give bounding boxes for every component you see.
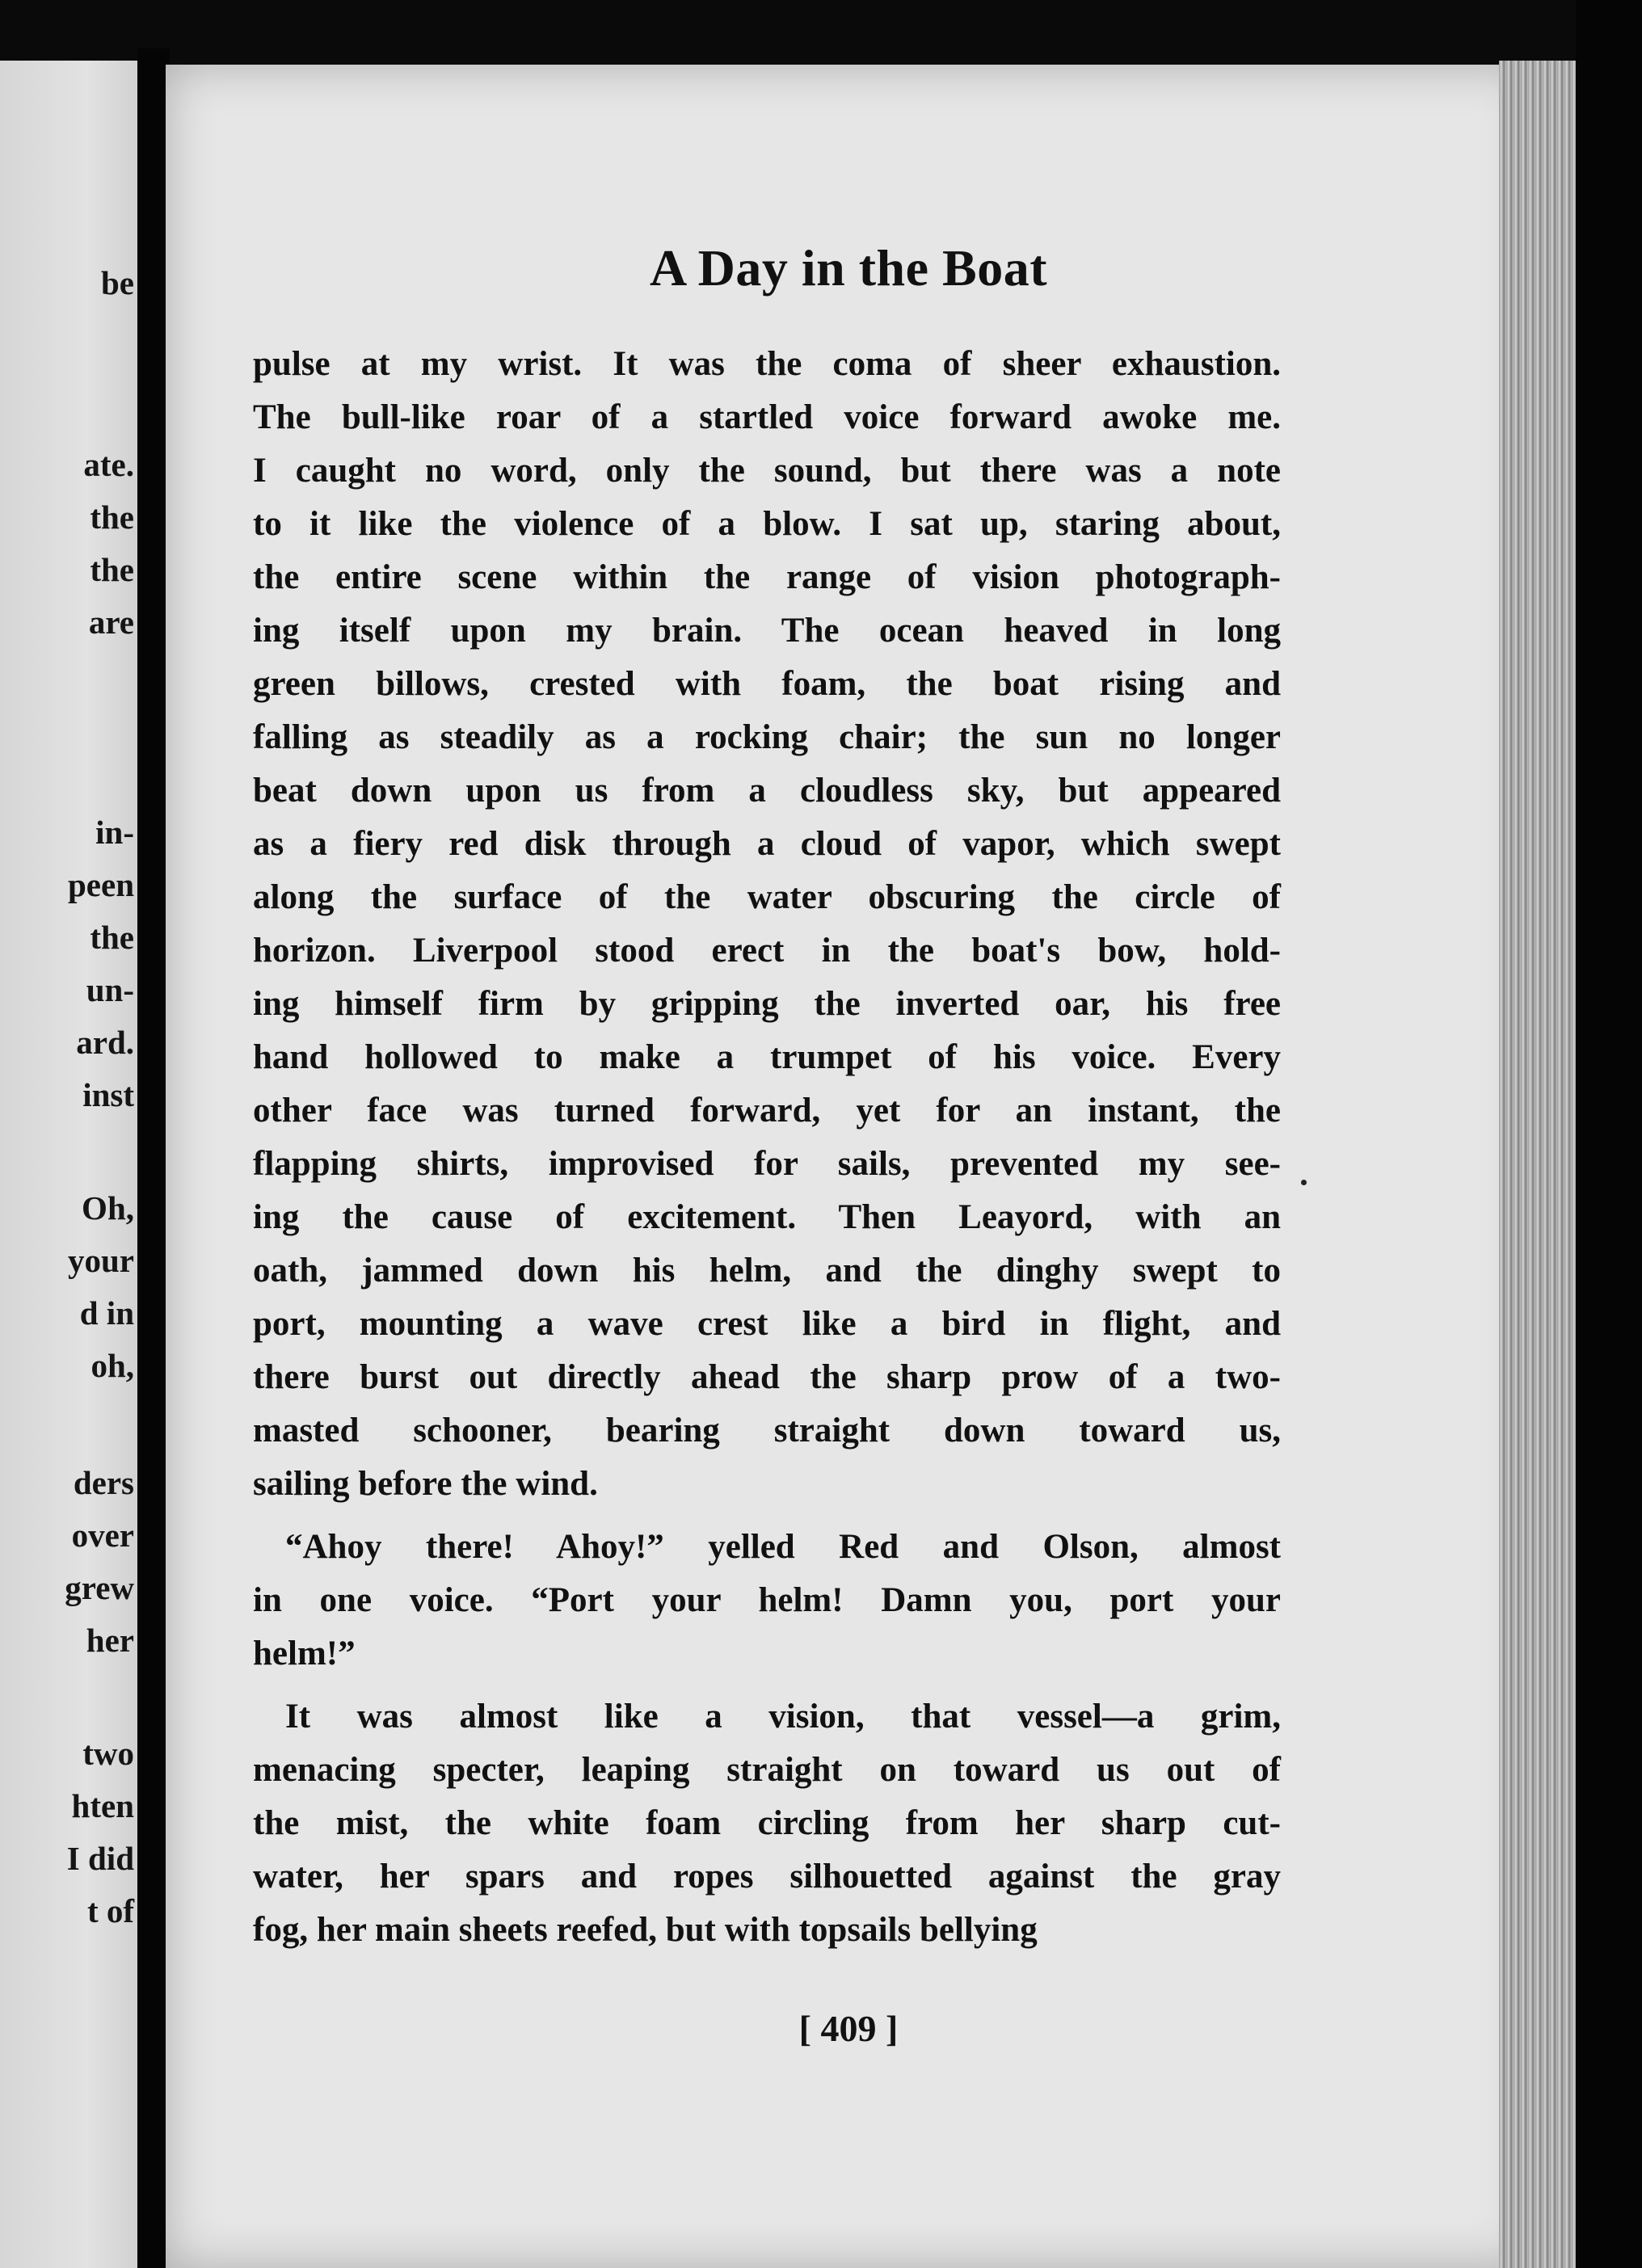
facing-page-line: are [88, 604, 134, 641]
text-line: helm!” [253, 1635, 356, 1673]
facing-page-line: be [101, 264, 134, 301]
text-line: water, her spars and ropes silhouetted against the gray [253, 1858, 1281, 1896]
text-line: along the surface of the water obscuring the circle of [253, 878, 1281, 916]
facing-page-line: Oh, [82, 1189, 134, 1227]
facing-page-line: her [86, 1622, 134, 1659]
text-line: ing itself upon my brain. The ocean heaved in long [253, 612, 1281, 650]
paragraph [253, 338, 1281, 1511]
text-line: sailing before the wind. [253, 1465, 598, 1503]
facing-page-left [0, 61, 145, 2268]
text-line: hand hollowed to make a trumpet of his voice. Every [253, 1038, 1281, 1076]
facing-page-line: ders [73, 1464, 134, 1501]
paragraph [253, 1521, 1281, 1681]
text-line: the mist, the white foam circling from her sharp cut- [253, 1804, 1281, 1842]
text-line: green billows, crested with foam, the boat rising and [253, 665, 1281, 703]
text-line: ing himself firm by gripping the inverted oar, his free [253, 985, 1281, 1023]
facing-page-line: t of [86, 1892, 134, 1929]
facing-page-line: I did [66, 1840, 134, 1877]
paragraph [253, 1690, 1281, 1957]
text-line: masted schooner, bearing straight down toward us, [253, 1412, 1281, 1450]
text-line: beat down upon us from a cloudless sky, but appeared [253, 772, 1281, 810]
text-line: port, mounting a wave crest like a bird in flight, and [253, 1305, 1281, 1343]
page-number: [ 409 ] [798, 2008, 899, 2049]
text-line: as a fiery red disk through a cloud of vapor, which swept [253, 825, 1281, 863]
facing-page-line: ard. [76, 1024, 134, 1061]
text-line: flapping shirts, improvised for sails, prevented my see- [253, 1145, 1281, 1183]
facing-page-line: your [68, 1242, 134, 1279]
facing-page-line: ate. [83, 446, 134, 483]
book-gutter [137, 48, 170, 2268]
body-text [253, 338, 1281, 1957]
facing-page-line: oh, [91, 1347, 134, 1384]
text-line: The bull-like roar of a startled voice forward awoke me. [253, 398, 1281, 436]
facing-page-line: inst [82, 1076, 134, 1113]
facing-page-line: d in [79, 1294, 134, 1332]
running-head: A Day in the Boat [649, 239, 1048, 297]
text-line: horizon. Liverpool stood erect in the boat's bow, hold- [253, 932, 1281, 970]
facing-page-line: un- [86, 971, 134, 1008]
facing-page-line: over [71, 1517, 134, 1554]
text-line: oath, jammed down his helm, and the dinghy swept to [253, 1252, 1281, 1290]
text-line: in one voice. “Port your helm! Damn you, port your [253, 1581, 1281, 1619]
book-page [166, 65, 1531, 2268]
facing-page-line: the [90, 551, 134, 588]
text-line: to it like the violence of a blow. I sat up, staring about, [253, 505, 1281, 543]
text-line: falling as steadily as a rocking chair; the sun no longer [253, 718, 1281, 756]
facing-page-line: two [82, 1735, 134, 1772]
text-line: “Ahoy there! Ahoy!” yelled Red and Olson, almost [285, 1528, 1281, 1566]
facing-page-line: grew [65, 1569, 134, 1606]
ink-speck [1301, 1180, 1307, 1185]
page-edges [1499, 61, 1576, 2268]
text-line: there burst out directly ahead the sharp prow of a two- [253, 1358, 1281, 1396]
text-line: menacing specter, leaping straight on toward us out of [253, 1751, 1281, 1789]
text-line: I caught no word, only the sound, but there was a note [253, 452, 1281, 490]
text-line: It was almost like a vision, that vessel—a grim, [285, 1698, 1281, 1736]
paragraph-gap [253, 1511, 1281, 1521]
facing-page-line: in- [95, 814, 134, 851]
facing-page-line: hten [71, 1787, 134, 1824]
scan-border-right [1576, 0, 1642, 2268]
facing-page-line: peen [68, 866, 134, 903]
text-line: pulse at my wrist. It was the coma of sheer exhaustion. [253, 345, 1281, 383]
text-line: ing the cause of excitement. Then Leayord, with an [253, 1198, 1281, 1236]
paragraph-gap [253, 1681, 1281, 1690]
text-line: other face was turned forward, yet for an instant, the [253, 1092, 1281, 1130]
text-line: the entire scene within the range of vision photograph- [253, 558, 1281, 596]
facing-page-line: the [90, 499, 134, 536]
text-line: fog, her main sheets reefed, but with topsails bellying [253, 1911, 1038, 1949]
facing-page-line: the [90, 919, 134, 956]
